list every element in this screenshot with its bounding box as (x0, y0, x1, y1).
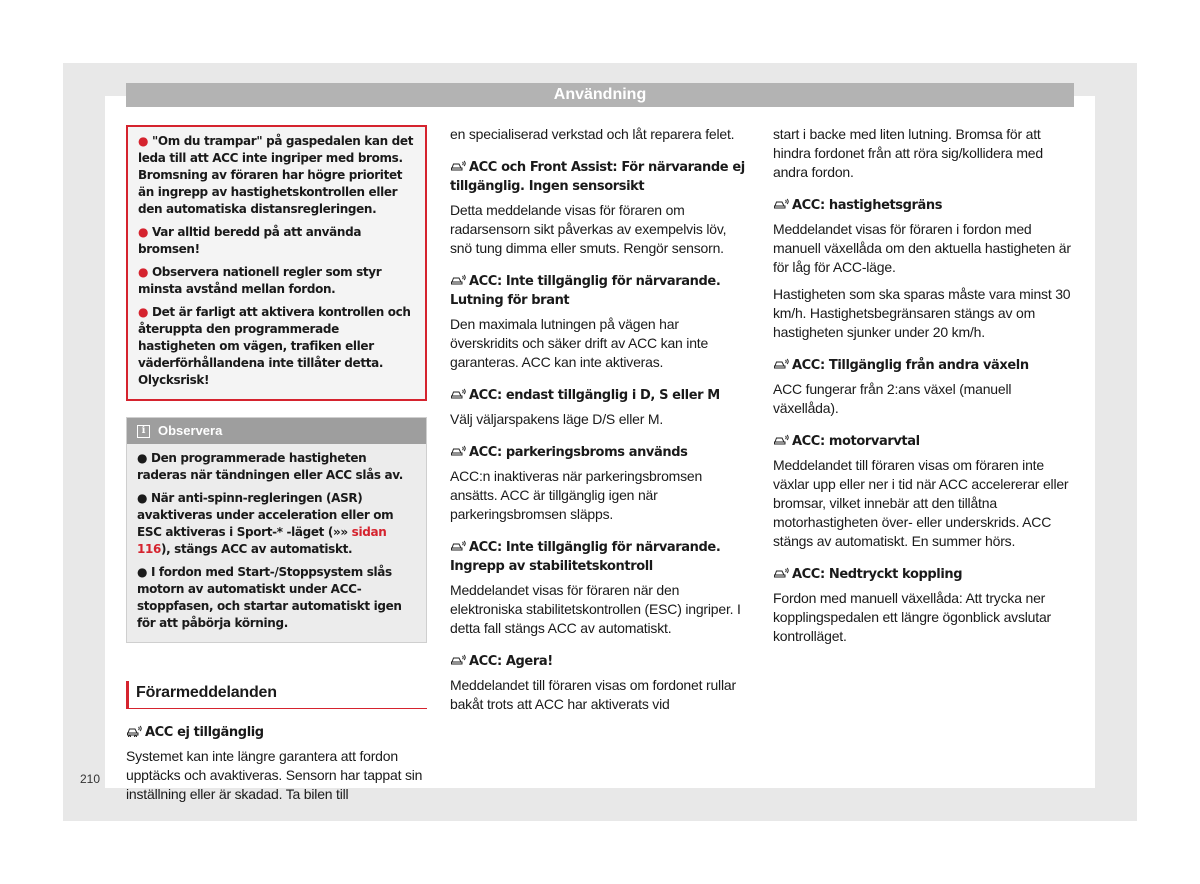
paragraph: Detta meddelande visas för föraren om radarsensorn sikt påverkas av exempelvis löv, snö tung dimma eller smuts. Rengör sensorn. (450, 202, 727, 256)
car-warning-icon (450, 540, 466, 552)
message-heading: ACC: endast tillgänglig i D, S eller M (450, 386, 748, 405)
message-heading: ACC: motorvarvtal (773, 432, 1073, 451)
car-warning-icon (450, 445, 466, 457)
car-warning-icon (773, 358, 789, 370)
car-warning-icon (450, 160, 466, 172)
car-warning-icon (773, 434, 789, 446)
note-item: ● I fordon med Start-/Stoppsystem slås motorn av automatiskt under ACC-stoppfasen, och startar automatiskt igen för att påbörja körning. (137, 565, 402, 630)
section-title: Förarmeddelanden (126, 681, 427, 709)
column-1 (126, 125, 427, 812)
car-warning-icon (126, 725, 142, 737)
chapter-header: Användning (126, 83, 1074, 107)
message-heading: ACC: Agera! (450, 652, 748, 671)
message-heading: ACC ej tillgänglig (126, 723, 427, 742)
message-heading: ACC: parkeringsbroms används (450, 443, 748, 462)
note-header (127, 418, 426, 444)
note-item: ● När anti-spinn-regleringen (ASR) avaktiveras under acceleration eller om ESC aktiveras i Sport-* -läget (»» sidan 116), stängs ACC av automatiskt. (137, 491, 394, 556)
paragraph: en specialiserad verkstad och låt reparera felet. (450, 126, 735, 142)
note-item: ● Den programmerade hastigheten raderas när tändningen eller ACC slås av. (137, 451, 403, 482)
paragraph: Hastigheten som ska sparas måste vara minst 30 km/h. Hastighetsbegränsaren stängs av om hastigheten sjunker under 20 km/h. (773, 286, 1071, 340)
car-warning-icon (450, 388, 466, 400)
message-heading: ACC: Tillgänglig från andra växeln (773, 356, 1073, 375)
info-icon: i (137, 425, 150, 438)
column-3 (773, 125, 1073, 654)
message-heading: ACC: hastighetsgräns (773, 196, 1073, 215)
message-heading: ACC och Front Assist: För närvarande ej tillgänglig. Ingen sensorsikt (450, 160, 745, 194)
page-link[interactable]: sidan 116 (137, 525, 387, 556)
paragraph: Meddelandet visas för föraren i fordon med manuell växellåda om den aktuella hastigheten är för låg för ACC-läge. (773, 221, 1071, 275)
paragraph: Den maximala lutningen på vägen har överskridits och säker drift av ACC kan inte garanteras. ACC kan inte aktiveras. (450, 316, 709, 370)
column-2 (450, 125, 748, 722)
paragraph: Meddelandet till föraren visas om föraren inte växlar upp eller ner i tid när ACC accelererar eller bromsar, vilket innebär att den tillåtna motorhastigheten över- eller underskrids. ACC stängs av automatiskt. En summer hörs. (773, 457, 1069, 549)
warning-item: ● Var alltid beredd på att använda bromsen! (138, 225, 362, 256)
paragraph: ACC:n inaktiveras när parkeringsbromsen ansätts. ACC är tillgänglig igen när parkeringsbromsen släpps. (450, 468, 703, 522)
paragraph: Fordon med manuell växellåda: Att trycka ner kopplingspedalen ett längre ögonblick avslutar kontrolläget. (773, 590, 1051, 644)
warning-item: ● Observera nationell regler som styr minsta avstånd mellan fordon. (138, 265, 382, 296)
paragraph: Systemet kan inte längre garantera att fordon upptäcks och avaktiveras. Sensorn har tappat sin inställning eller är skadad. Ta bilen till (126, 748, 423, 802)
car-warning-icon (773, 198, 789, 210)
note-body (127, 444, 426, 642)
note-title: Observera (158, 423, 223, 438)
paragraph: start i backe med liten lutning. Bromsa för att hindra fordonet från att röra sig/kollidera med andra fordon. (773, 126, 1043, 180)
paragraph: Välj väljarspakens läge D/S eller M. (450, 411, 664, 427)
note-box (126, 417, 427, 643)
car-warning-icon (450, 274, 466, 286)
paragraph: Meddelandet till föraren visas om fordonet rullar bakåt trots att ACC har aktiverats vid (450, 677, 736, 712)
paragraph: Meddelandet visas för föraren när den elektroniska stabilitetskontrollen (ESC) ingriper. I detta fall stängs ACC av automatiskt. (450, 582, 741, 636)
message-heading: ACC: Inte tillgänglig för närvarande. Ingrepp av stabilitetskontroll (450, 540, 721, 574)
warning-item: ● Det är farligt att aktivera kontrollen och återuppta den programmerade hastigheten om vägen, trafiken eller väderförhållandena inte tillåter detta. Olycksrisk! (138, 305, 411, 387)
message-heading: ACC: Nedtryckt koppling (773, 565, 1073, 584)
car-warning-icon (773, 567, 789, 579)
warning-box (126, 125, 427, 401)
warning-item: ● "Om du trampar" på gaspedalen kan det leda till att ACC inte ingriper med broms. Bromsning av föraren har högre prioritet än ingrepp av hastighetskontrollen eller den automatiska distansregleringen. (138, 134, 414, 216)
message-heading: ACC: Inte tillgänglig för närvarande. Lutning för brant (450, 274, 721, 308)
car-warning-icon (450, 654, 466, 666)
paragraph: ACC fungerar från 2:ans växel (manuell växellåda). (773, 381, 1012, 416)
page-number: 210 (80, 772, 101, 786)
